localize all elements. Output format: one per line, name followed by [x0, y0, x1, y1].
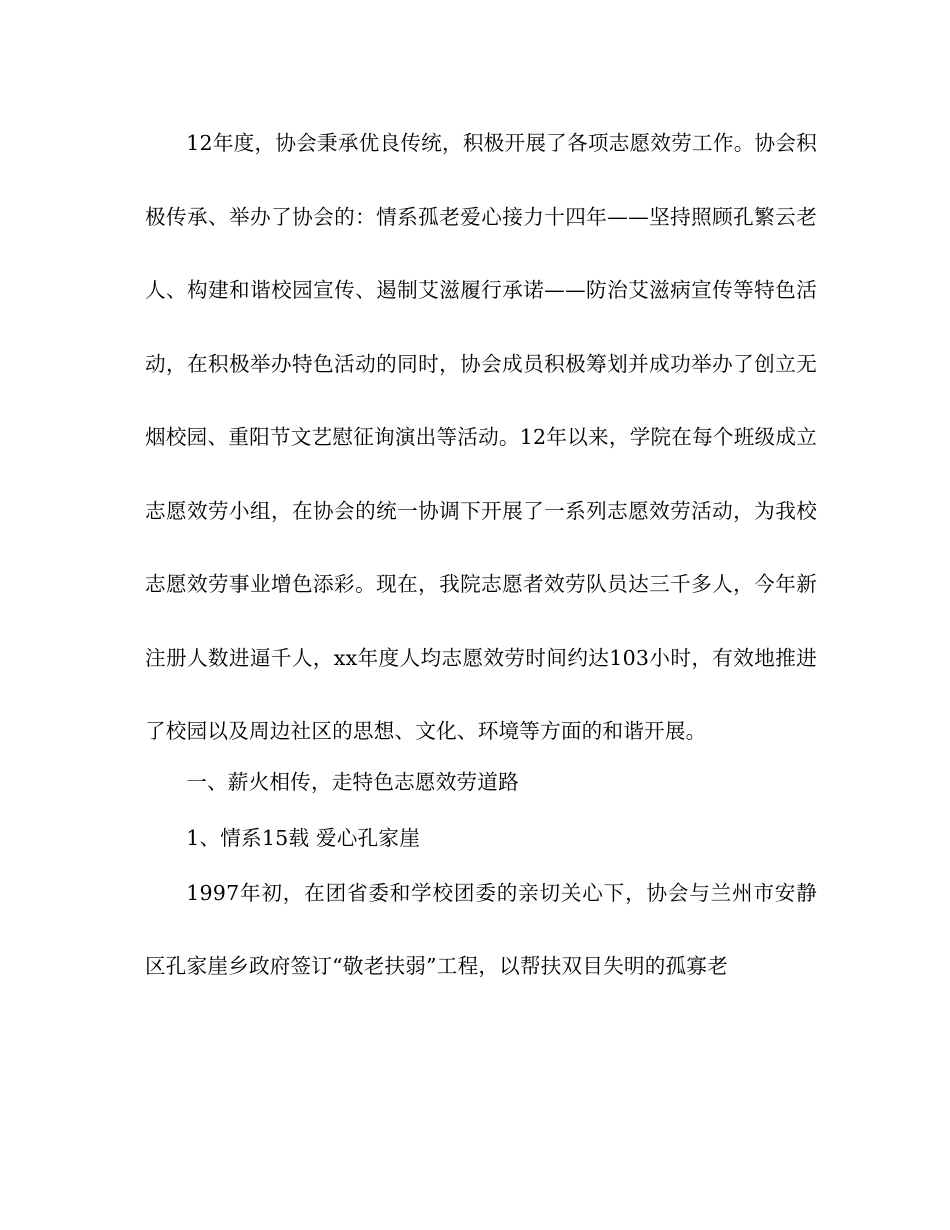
heading-subsection-one: 1、情系15载 爱心孔家崖: [186, 825, 420, 850]
paragraph-kongjiaya: 1997年初，在团省委和学校团委的亲切关心下，协会与兰州市安静区孔家崖乡政府签订“敬老扶弱”工程，以帮扶双目失明的孤寡老: [145, 880, 817, 978]
paragraph-intro: 12年度，协会秉承优良传统，积极开展了各项志愿效劳工作。协会积极传承、举办了协会的：情系孤老爱心接力十四年——坚持照顾孔繁云老人、构建和谐校园宣传、遏制艾滋履行承诺——防治艾滋病宣传等特色活动，在积极举办特色活动的同时，协会成员积极筹划并成功举办了创立无烟校园、重阳节文艺慰征询演出等活动。12年以来，学院在每个班级成立志愿效劳小组，在协会的统一协调下开展了一系列志愿效劳活动，为我校志愿效劳事业增色添彩。现在，我院志愿者效劳队员达三千多人，今年新注册人数进逼千人，xx年度人均志愿效劳时间约达103小时，有效地推进了校园以及周边社区的思想、文化、环境等方面的和谐开展。: [145, 131, 817, 743]
document-body: [145, 120, 817, 1004]
heading-section-one: 一、薪火相传，走特色志愿效劳道路: [186, 769, 519, 794]
